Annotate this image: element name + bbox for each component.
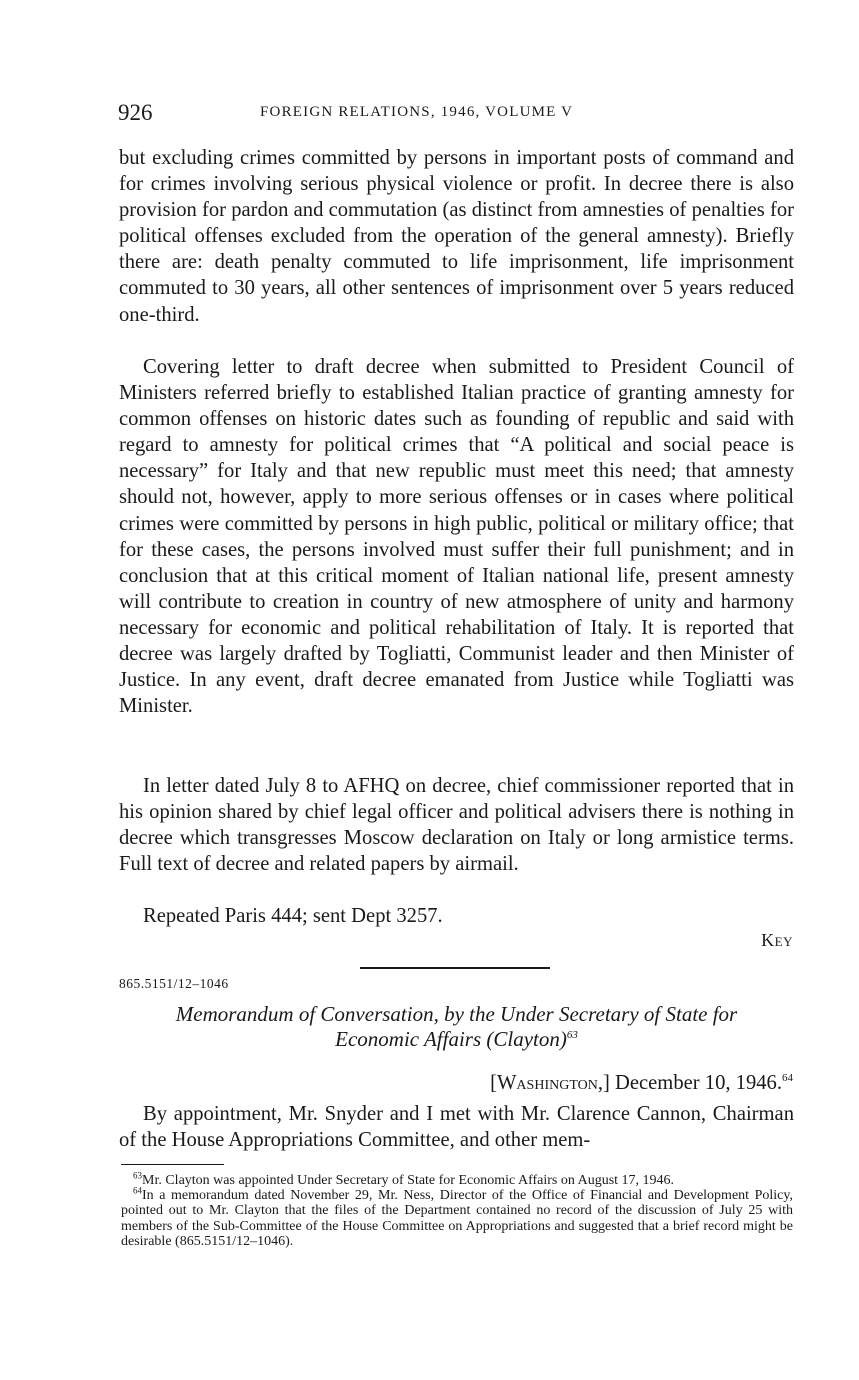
footnote-divider bbox=[121, 1164, 224, 1165]
covering-letter-block bbox=[119, 354, 794, 719]
afhq-letter-block bbox=[119, 773, 794, 877]
file-number: 865.5151/12–1046 bbox=[119, 976, 229, 991]
footnote-63 bbox=[121, 1170, 793, 1188]
paragraph-repeated: Repeated Paris 444; sent Dept 3257. bbox=[143, 905, 443, 927]
signature: Key bbox=[761, 930, 793, 950]
footnote-64 bbox=[121, 1185, 793, 1249]
footnote-ref-63: 63 bbox=[566, 1029, 578, 1041]
page-header bbox=[118, 100, 794, 132]
memo-title-line-1: Memorandum of Conversation, by the Under Secretary of State for bbox=[175, 1002, 738, 1026]
footnote-text: In a memorandum dated November 29, Mr. Ness, Director of the Office of Financial and Development Policy, pointed out to Mr. Clayton that the files of the Department contained no record of the discussion of July 25 with members of the Sub-Committee of the House Committee on Appropriations and suggested that a brief record might be desirable (865.5151/12–1046). bbox=[121, 1188, 793, 1249]
memo-opening-block bbox=[119, 1101, 794, 1153]
memo-title bbox=[119, 1002, 794, 1052]
footnote-text: Mr. Clayton was appointed Under Secretary of State for Economic Affairs on August 17, 1946. bbox=[142, 1173, 675, 1188]
repeated-line-block bbox=[119, 903, 794, 929]
running-head: FOREIGN RELATIONS, 1946, VOLUME V bbox=[260, 104, 574, 120]
memo-title-line-2-wrap bbox=[119, 1027, 794, 1052]
page-number: 926 bbox=[118, 100, 153, 125]
paragraph-covering-letter: Covering letter to draft decree when submitted to President Council of Ministers referred briefly to established Italian practice of granting amnesty for common offenses on historic dates such as founding of republic and said with regard to amnesty for political crimes that “A political and social peace is necessary” for Italy and that new republic must meet this need; that amnesty should not, however, apply to more serious offenses or in cases where political crimes were committed by persons in high public, political or military office; that for these cases, the persons involved must suffer their full punishment; and in conclusion that at this critical moment of Italian national life, present amnesty will contribute to creation in country of new atmosphere of unity and harmony necessary for economic and political rehabilitation of Italy. It is reported that decree was largely drafted by Togliatti, Communist leader and then Minister of Justice. In any event, draft decree emanated from Justice while Togliatti was Minister. bbox=[119, 356, 794, 718]
footnote-number: 63 bbox=[133, 1170, 142, 1181]
dateline-date: December 10, 1946. bbox=[615, 1072, 782, 1094]
footnote-number: 64 bbox=[133, 1185, 142, 1196]
memo-opening-paragraph: By appointment, Mr. Snyder and I met with Mr. Clarence Cannon, Chairman of the House Appropriations Committee, and other mem- bbox=[119, 1103, 794, 1152]
paragraph-continued: but excluding crimes committed by persons in important posts of command and for crimes involving serious physical violence or profit. In decree there is also provision for pardon and commutation (as distinct from amnesties of penalties for political offenses excluded from the operation of the general amnesty). Briefly there are: death penalty commuted to life imprisonment, life imprisonment commuted to 30 years, all other sentences of imprisonment over 5 years reduced one-third. bbox=[119, 147, 794, 326]
paragraph-afhq-letter: In letter dated July 8 to AFHQ on decree, chief commissioner reported that in his opinion shared by chief legal officer and political advisers there is nothing in decree which transgresses Moscow declaration on Italy or long armistice terms. Full text of decree and related papers by airmail. bbox=[119, 775, 794, 876]
continued-paragraph-block bbox=[119, 145, 794, 328]
memo-title-line-2: Economic Affairs (Clayton) bbox=[335, 1027, 567, 1051]
section-divider bbox=[360, 967, 550, 969]
footnote-ref-64: 64 bbox=[782, 1072, 793, 1085]
dateline-place: [Washington,] bbox=[490, 1072, 610, 1094]
footnotes bbox=[121, 1170, 793, 1249]
dateline bbox=[490, 1072, 793, 1095]
